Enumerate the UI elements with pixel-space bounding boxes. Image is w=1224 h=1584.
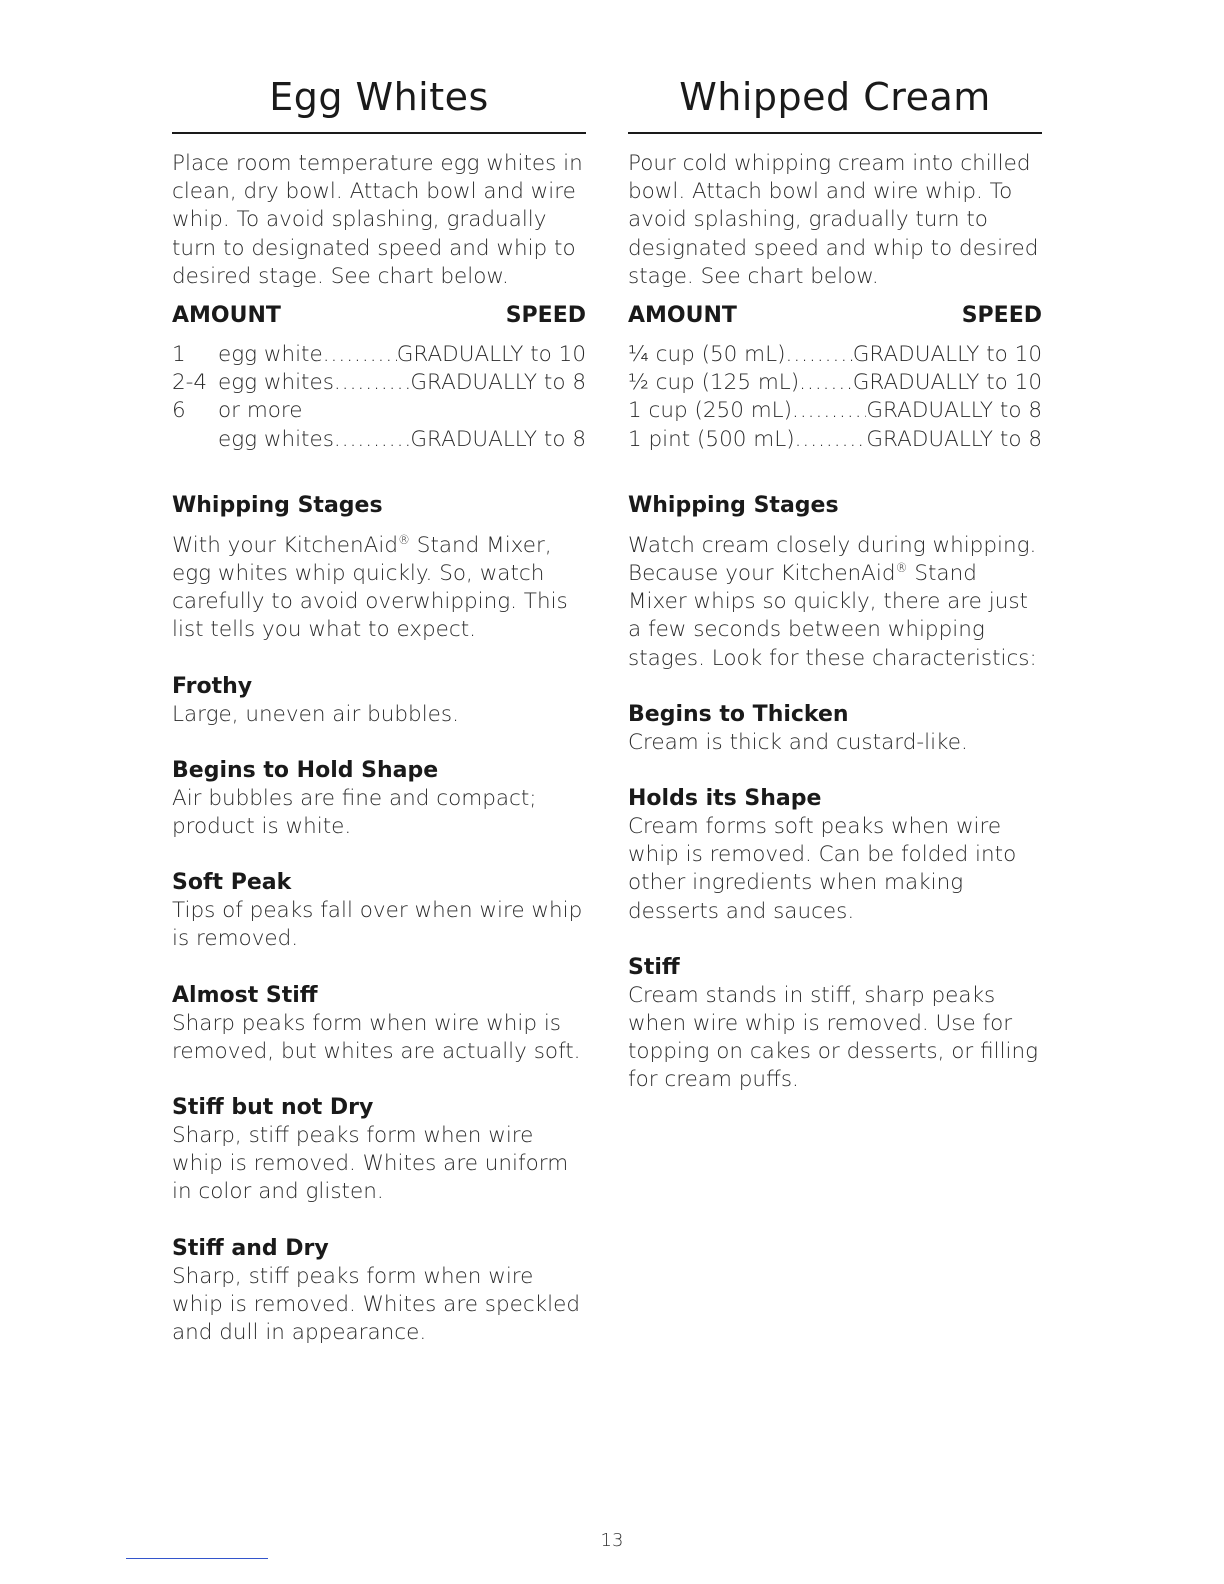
stage-begins-to-hold-shape: Begins to Hold Shape Air bubbles are fine and compact; product is white.: [172, 757, 537, 840]
page-number: 13: [600, 1530, 624, 1551]
table-row: 6 or more: [172, 398, 303, 424]
amount-header: AMOUNT: [172, 303, 281, 329]
whipped-cream-stages-title: Whipping Stages: [628, 492, 839, 518]
stage-begins-to-thicken: Begins to Thicken Cream is thick and custard-like.: [628, 701, 968, 755]
table-row: 2-4 egg whites ..... GRADUALLY to 8: [172, 369, 586, 397]
stage-stiff: Stiff Cream stands in stiff, sharp peaks when wire whip is removed. Use for topping on cakes or desserts, or filling for cream puffs.: [628, 954, 1039, 1093]
table-row: egg whites ..... GRADUALLY to 8: [172, 426, 586, 454]
egg-whites-intro: Place room temperature egg whites in clean, dry bowl. Attach bowl and wire whip. To avoid splashing, gradually turn to designated speed and whip to desired stage. See chart below.: [172, 151, 583, 289]
stage-stiff-but-not-dry: Stiff but not Dry Sharp, stiff peaks form when wire whip is removed. Whites are uniform in color and glisten.: [172, 1095, 569, 1205]
egg-whites-speed-table: [172, 341, 586, 454]
table-row: 1 egg white ..... GRADUALLY to 10: [172, 341, 586, 369]
speed-header: SPEED: [505, 303, 586, 329]
whipped-cream-intro: Pour cold whipping cream into chilled bowl. Attach bowl and wire whip. To avoid splashing, gradually turn to designated speed and whip to desired stage. See chart below.: [628, 151, 1039, 289]
stage-soft-peak: Soft Peak Tips of peaks fall over when wire whip is removed.: [172, 870, 583, 952]
stage-stiff-and-dry: Stiff and Dry Sharp, stiff peaks form when wire whip is removed. Whites are speckled and dull in appearance.: [172, 1235, 580, 1346]
egg-whites-table-header: [172, 301, 586, 331]
table-row: 1 cup (250 mL) ..... GRADUALLY to 8: [628, 397, 1042, 425]
whipped-cream-stages-intro: Watch cream closely during whipping. Because your KitchenAid® Stand Mixer whips so quickly, there are just a few seconds between whipping stages. Look for these characteristics:: [628, 532, 1037, 671]
amount-header: AMOUNT: [628, 303, 737, 329]
stage-almost-stiff: Almost Stiff Sharp peaks form when wire whip is removed, but whites are actually soft.: [172, 982, 581, 1064]
whipped-cream-table-header: [628, 301, 1042, 331]
egg-whites-stages-title: Whipping Stages: [172, 492, 383, 518]
table-row: ½ cup (125 mL) ..... GRADUALLY to 10: [628, 369, 1042, 397]
egg-whites-stages-intro: With your KitchenAid® Stand Mixer, egg whites whip quickly. So, watch carefully to avoid overwhipping. This list tells you what to expect.: [172, 532, 568, 643]
whipped-cream-column: [628, 72, 1042, 1095]
egg-whites-title: Egg Whites: [172, 72, 586, 134]
whipped-cream-speed-table: [628, 341, 1042, 454]
whipped-cream-title: Whipped Cream: [628, 72, 1042, 134]
table-row: 1 pint (500 mL) ..... GRADUALLY to 8: [628, 426, 1042, 454]
stage-holds-its-shape: Holds its Shape Cream forms soft peaks when wire whip is removed. Can be folded into other ingredients when making desserts and sauces.: [628, 786, 1017, 924]
footer-rule: [126, 1558, 268, 1559]
table-row: ¼ cup (50 mL) ..... GRADUALLY to 10: [628, 341, 1042, 369]
stage-frothy: Frothy Large, uneven air bubbles.: [172, 673, 459, 727]
speed-header: SPEED: [961, 303, 1042, 329]
egg-whites-column: [172, 72, 586, 1347]
